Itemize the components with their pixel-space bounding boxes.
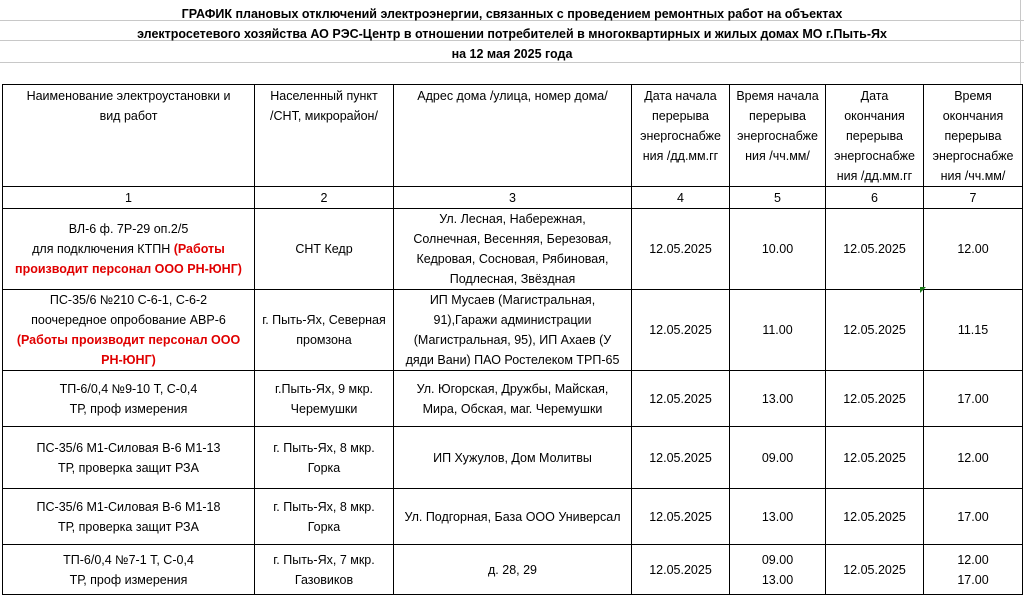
cell-line: ТР, проверка защит РЗА — [58, 460, 199, 475]
cell-line: д. 28, 29 — [488, 562, 537, 577]
cell-line: 13.00 — [761, 509, 794, 524]
column-number: 5 — [730, 187, 826, 209]
cell-line: Время — [954, 89, 992, 103]
end-date-cell: 12.05.2025 — [826, 545, 924, 595]
cell-line: энергоснабже — [834, 149, 915, 163]
cell-line: дяди Вани) ПАО Ростелеком ТРП-65 — [405, 353, 620, 367]
column-header — [730, 85, 826, 187]
cell-line: Ул. Югорская, Дружбы, Майская, — [416, 381, 609, 396]
cell-line: г. Пыть-Ях, Северная — [262, 313, 386, 327]
column-header — [924, 85, 1023, 187]
cell-line: ПС-35/6 №210 С-6-1, С-6-2 — [49, 293, 208, 307]
start-date-cell: 12.05.2025 — [632, 290, 730, 371]
locality-cell — [255, 209, 394, 290]
end-time-cell — [924, 427, 1023, 489]
cell-line: Черемушки — [290, 401, 358, 416]
cell-line: Кедровая, Сосновая, Рябиновая, — [416, 252, 609, 266]
cell-comment-marker — [920, 287, 926, 293]
start-date-cell: 12.05.2025 — [632, 545, 730, 595]
start-time-cell — [730, 427, 826, 489]
cell-line: ПС-35/6 М1-Силовая В-6 М1-18 — [36, 499, 221, 514]
start-time-cell — [730, 545, 826, 595]
cell-line: 09.00 — [761, 450, 794, 465]
cell-line: Время начала — [736, 89, 819, 103]
address-cell — [394, 290, 632, 371]
cell-line: Подлесная, Звёздная — [449, 272, 576, 286]
contractor-note: (Работы — [173, 242, 225, 256]
cell-line: перерыва — [845, 129, 903, 143]
column-header — [3, 85, 255, 187]
title-line-2: электросетевого хозяйства АО РЭС-Центр в отношении потребителей в многоквартирных и жилых домах МО г.Пыть-Ях — [137, 27, 887, 41]
address-cell — [394, 209, 632, 290]
end-date-cell: 12.05.2025 — [826, 427, 924, 489]
cell-line: ТР, проверка защит РЗА — [58, 519, 199, 534]
outage-schedule-table — [2, 84, 1023, 595]
cell-line: энергоснабже — [737, 129, 818, 143]
start-time-cell — [730, 209, 826, 290]
cell-line: перерыва — [651, 109, 709, 123]
start-time-cell — [730, 290, 826, 371]
start-time-cell — [730, 489, 826, 545]
end-time-cell — [924, 209, 1023, 290]
cell-text: для подключения КТПН — [32, 242, 174, 256]
locality-cell — [255, 290, 394, 371]
cell-line: ИП Мусаев (Магистральная, — [429, 293, 596, 307]
header-row — [3, 85, 1023, 187]
cell-line: Солнечная, Весенняя, Березовая, — [413, 232, 612, 246]
cell-line: перерыва — [748, 109, 806, 123]
cell-line: 11.15 — [957, 323, 989, 337]
column-header — [394, 85, 632, 187]
cell-line: ния /дд.мм.гг — [642, 149, 719, 163]
column-header — [255, 85, 394, 187]
start-date-cell: 12.05.2025 — [632, 371, 730, 427]
cell-line: Горка — [307, 460, 341, 475]
table-row — [3, 371, 1023, 427]
installation-cell — [3, 209, 255, 290]
cell-line: 91),Гаражи администрации — [433, 313, 592, 327]
cell-line: РН-ЮНГ) — [101, 353, 156, 367]
address-cell — [394, 545, 632, 595]
cell-line: ния /чч.мм/ — [940, 169, 1006, 183]
cell-line: Ул. Подгорная, База ООО Универсал — [404, 509, 621, 524]
cell-line: Дата начала — [644, 89, 717, 103]
end-date-cell: 12.05.2025 — [826, 371, 924, 427]
table-row — [3, 209, 1023, 290]
end-date-cell: 12.05.2025 — [826, 290, 924, 371]
cell-line: ТП-6/0,4 №7-1 Т, С-0,4 — [63, 552, 194, 567]
column-number: 6 — [826, 187, 924, 209]
cell-line: ТП-6/0,4 №9-10 Т, С-0,4 — [59, 381, 198, 396]
column-header — [632, 85, 730, 187]
cell-line: окончания — [942, 109, 1004, 123]
cell-line: Горка — [307, 519, 341, 534]
cell-line: Наименование электроустановки и — [26, 89, 231, 103]
cell-line: ТР, проф измерения — [69, 401, 188, 416]
installation-cell — [3, 427, 255, 489]
cell-line: 09.00 — [761, 552, 794, 567]
cell-line: перерыва — [944, 129, 1002, 143]
cell-line: (Работы производит персонал ООО — [16, 333, 241, 347]
cell-line: ИП Хужулов, Дом Молитвы — [433, 450, 592, 465]
cell-line: г. Пыть-Ях, 7 мкр. — [273, 552, 375, 567]
table-row — [3, 489, 1023, 545]
cell-line: г. Пыть-Ях, 8 мкр. — [273, 499, 375, 514]
column-header — [826, 85, 924, 187]
end-time-cell — [924, 545, 1023, 595]
cell-line: (Магистральная, 95), ИП Ахаев (У — [413, 333, 612, 347]
installation-cell — [3, 290, 255, 371]
installation-cell — [3, 545, 255, 595]
cell-line: Населенный пункт — [270, 89, 378, 103]
locality-cell — [255, 545, 394, 595]
installation-cell — [3, 489, 255, 545]
cell-line: 17.00 — [957, 572, 989, 587]
cell-line: СНТ Кедр — [295, 242, 353, 256]
end-time-cell — [924, 489, 1023, 545]
locality-cell — [255, 489, 394, 545]
table-row — [3, 545, 1023, 595]
title-line-3: на 12 мая 2025 года — [451, 47, 573, 61]
cell-line: Адрес дома /улица, номер дома/ — [417, 89, 608, 103]
contractor-note: производит персонал ООО РН-ЮНГ) — [15, 262, 242, 276]
cell-line: 12.00 — [957, 242, 989, 256]
cell-line: г.Пыть-Ях, 9 мкр. — [274, 381, 373, 396]
start-date-cell: 12.05.2025 — [632, 427, 730, 489]
end-date-cell: 12.05.2025 — [826, 489, 924, 545]
column-number: 2 — [255, 187, 394, 209]
cell-line — [5, 239, 252, 259]
cell-line: ния /чч.мм/ — [745, 149, 810, 163]
cell-line: ТР, проф измерения — [69, 572, 188, 587]
start-date-cell: 12.05.2025 — [632, 209, 730, 290]
table-row — [3, 290, 1023, 371]
column-number: 3 — [394, 187, 632, 209]
column-number-row — [3, 187, 1023, 209]
column-number: 1 — [3, 187, 255, 209]
cell-line: 11.00 — [762, 323, 793, 337]
cell-line: 12.00 — [957, 552, 989, 567]
cell-line: 13.00 — [761, 391, 794, 406]
cell-line: Ул. Лесная, Набережная, — [439, 212, 586, 226]
end-time-cell — [924, 290, 1023, 371]
column-number: 4 — [632, 187, 730, 209]
installation-cell — [3, 371, 255, 427]
cell-line: 12.00 — [957, 450, 989, 465]
address-cell — [394, 371, 632, 427]
start-date-cell: 12.05.2025 — [632, 489, 730, 545]
cell-line: окончания — [844, 109, 905, 123]
cell-line: Газовиков — [294, 572, 354, 587]
cell-line: 13.00 — [761, 572, 794, 587]
cell-line: ния /дд.мм.гг — [836, 169, 913, 183]
cell-line: поочередное опробование АВР-6 — [31, 313, 226, 327]
address-cell — [394, 427, 632, 489]
cell-line: 17.00 — [957, 509, 989, 524]
cell-line: энергоснабже — [640, 129, 721, 143]
cell-line: энергоснабже — [932, 149, 1014, 163]
column-number: 7 — [924, 187, 1023, 209]
start-time-cell — [730, 371, 826, 427]
cell-line: ПС-35/6 М1-Силовая В-6 М1-13 — [36, 440, 221, 455]
cell-line: г. Пыть-Ях, 8 мкр. — [273, 440, 375, 455]
cell-line: /СНТ, микрорайон/ — [270, 109, 378, 123]
cell-line: 17.00 — [957, 391, 989, 406]
end-date-cell: 12.05.2025 — [826, 209, 924, 290]
cell-line: Мира, Обская, маг. Черемушки — [422, 401, 603, 416]
cell-line: промзона — [296, 333, 352, 347]
locality-cell — [255, 371, 394, 427]
locality-cell — [255, 427, 394, 489]
end-time-cell — [924, 371, 1023, 427]
cell-line: вид работ — [99, 109, 158, 123]
title-line-1: ГРАФИК плановых отключений электроэнергии, связанных с проведением ремонтных работ на объектах — [181, 7, 843, 21]
cell-line: 10.00 — [761, 242, 794, 256]
address-cell — [394, 489, 632, 545]
cell-line: Дата — [860, 89, 889, 103]
table-row — [3, 427, 1023, 489]
cell-line: ВЛ-6 ф. 7Р-29 оп.2/5 — [68, 222, 189, 236]
